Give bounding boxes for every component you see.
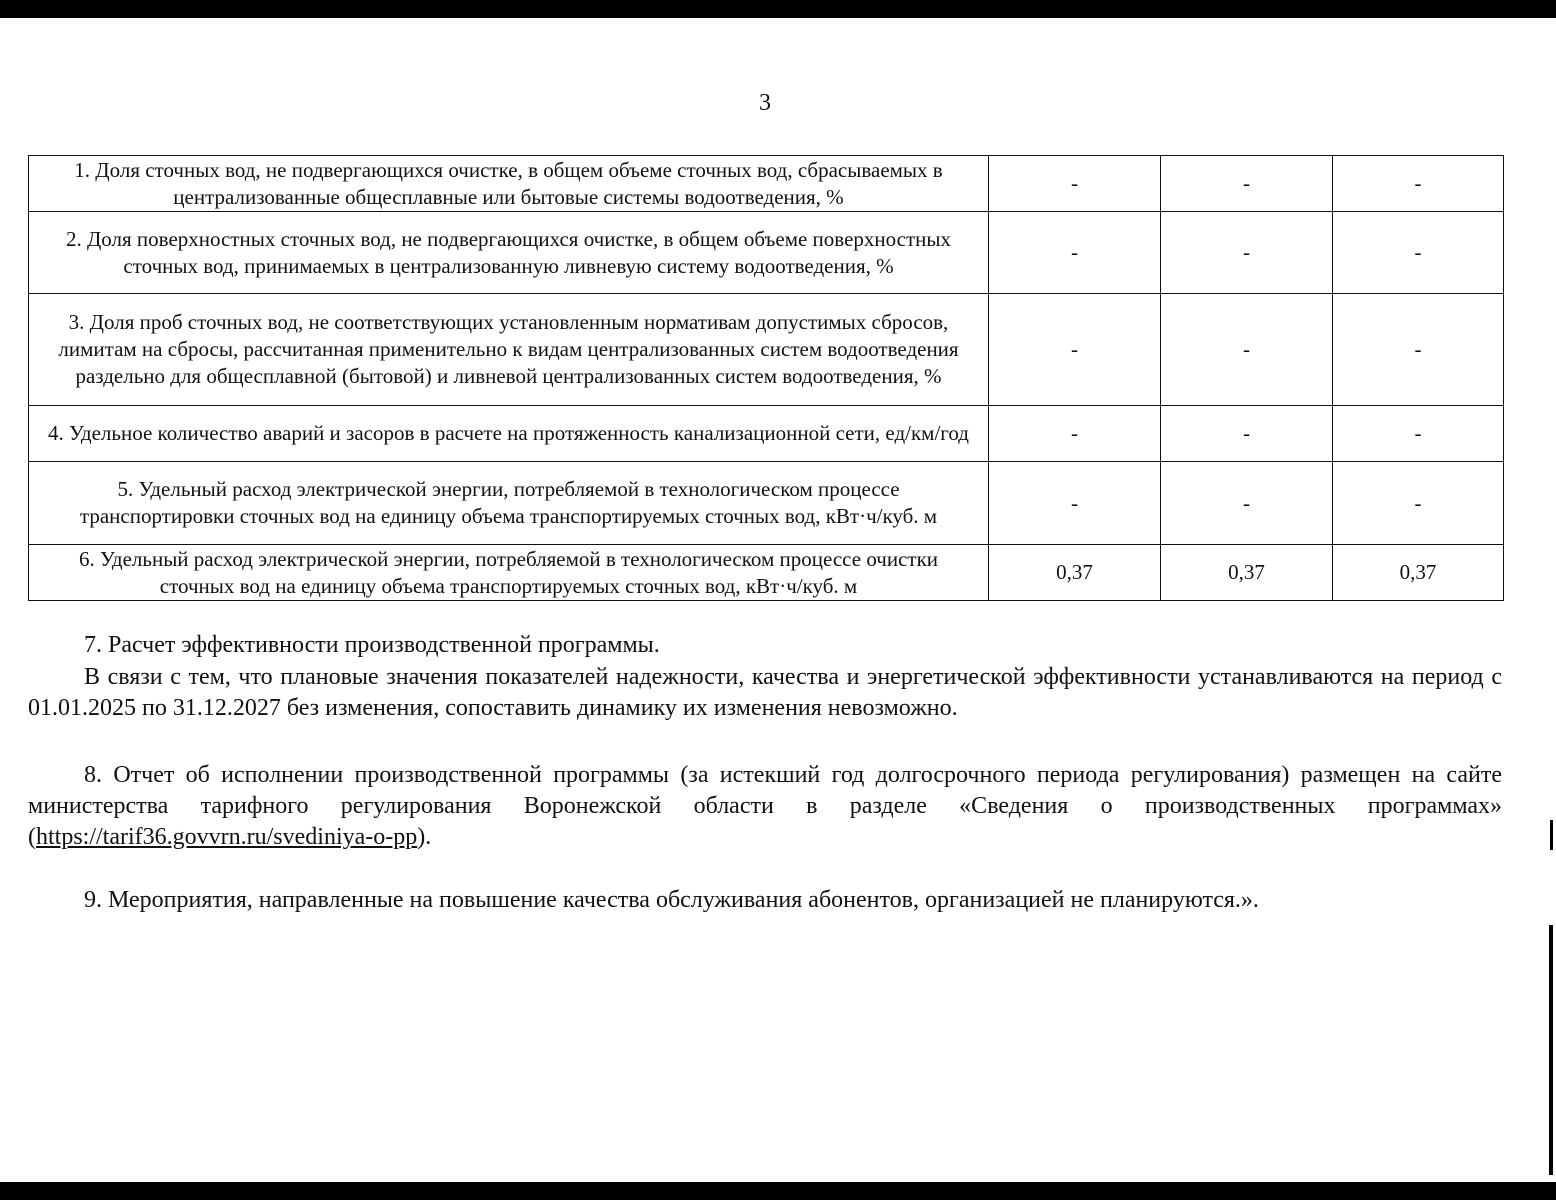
indicator-value: -: [1161, 212, 1333, 294]
indicator-value: 0,37: [1333, 545, 1504, 601]
section-7-heading: 7. Расчет эффективности производственной программы.: [84, 632, 660, 658]
table-row: [29, 462, 1504, 545]
indicator-label: 3. Доля проб сточных вод, не соответствующих установленным нормативам допустимых сбросов, лимитам на сбросы, рассчитанная применительно к видам централизованных систем водоотведения раздельно для общесплавной (бытовой) и ливневой централизованных систем водоотведения, %: [29, 294, 989, 406]
indicator-value: -: [989, 406, 1161, 462]
scan-edge-mark: [1550, 820, 1553, 850]
scan-edge-right: [1549, 925, 1553, 1175]
indicators-table: [28, 155, 1504, 601]
table-row: [29, 406, 1504, 462]
section-8-text-before: 8. Отчет об исполнении производственной программы (за истекший год долгосрочного периода регулирования) размещен на сайте министерства тарифного регулирования Воронежской области в разделе «Сведения о производственных программах» (: [28, 762, 1502, 850]
indicator-label: 6. Удельный расход электрической энергии, потребляемой в технологическом процессе очистки сточных вод на единицу объема транспортируемых сточных вод, кВт·ч/куб. м: [29, 545, 989, 601]
section-8-text-after: ).: [417, 824, 432, 850]
indicator-value: -: [1333, 462, 1504, 545]
indicator-label: 2. Доля поверхностных сточных вод, не подвергающихся очистке, в общем объеме поверхностных сточных вод, принимаемых в централизованную ливневую систему водоотведения, %: [29, 212, 989, 294]
table-row: [29, 294, 1504, 406]
indicator-value: -: [989, 462, 1161, 545]
indicator-value: -: [1333, 294, 1504, 406]
table-row: [29, 156, 1504, 212]
section-7-text: В связи с тем, что плановые значения показателей надежности, качества и энергетической эффективности устанавливаются на период с 01.01.2025 по 31.12.2027 без изменения, сопоставить динамику их изменения невозможно.: [28, 664, 1502, 721]
indicator-value: -: [1333, 212, 1504, 294]
section-9-text: 9. Мероприятия, направленные на повышение качества обслуживания абонентов, организацией не планируются.».: [84, 887, 1259, 913]
indicator-value: -: [989, 294, 1161, 406]
report-link[interactable]: https://tarif36.govvrn.ru/svediniya-o-pp: [36, 824, 418, 850]
indicator-value: -: [1161, 462, 1333, 545]
indicator-value: -: [1161, 294, 1333, 406]
indicator-value: -: [989, 212, 1161, 294]
indicator-value: -: [1161, 406, 1333, 462]
scan-border-bottom: [0, 1182, 1556, 1200]
indicator-value: -: [1333, 156, 1504, 212]
indicator-label: 5. Удельный расход электрической энергии, потребляемой в технологическом процессе транспортировки сточных вод на единицу объема транспортируемых сточных вод, кВт·ч/куб. м: [29, 462, 989, 545]
indicator-value: -: [1161, 156, 1333, 212]
indicator-value: -: [1333, 406, 1504, 462]
section-8-text: [28, 760, 1502, 853]
table-row: [29, 545, 1504, 601]
indicator-value: 0,37: [1161, 545, 1333, 601]
indicator-value: -: [989, 156, 1161, 212]
indicator-value: 0,37: [989, 545, 1161, 601]
scan-border-top: [0, 0, 1556, 18]
indicator-label: 1. Доля сточных вод, не подвергающихся очистке, в общем объеме сточных вод, сбрасываемых в централизованные общесплавные или бытовые системы водоотведения, %: [29, 156, 989, 212]
indicator-label: 4. Удельное количество аварий и засоров в расчете на протяженность канализационной сети, ед/км/год: [29, 406, 989, 462]
page-number: 3: [759, 90, 771, 116]
table-row: [29, 212, 1504, 294]
